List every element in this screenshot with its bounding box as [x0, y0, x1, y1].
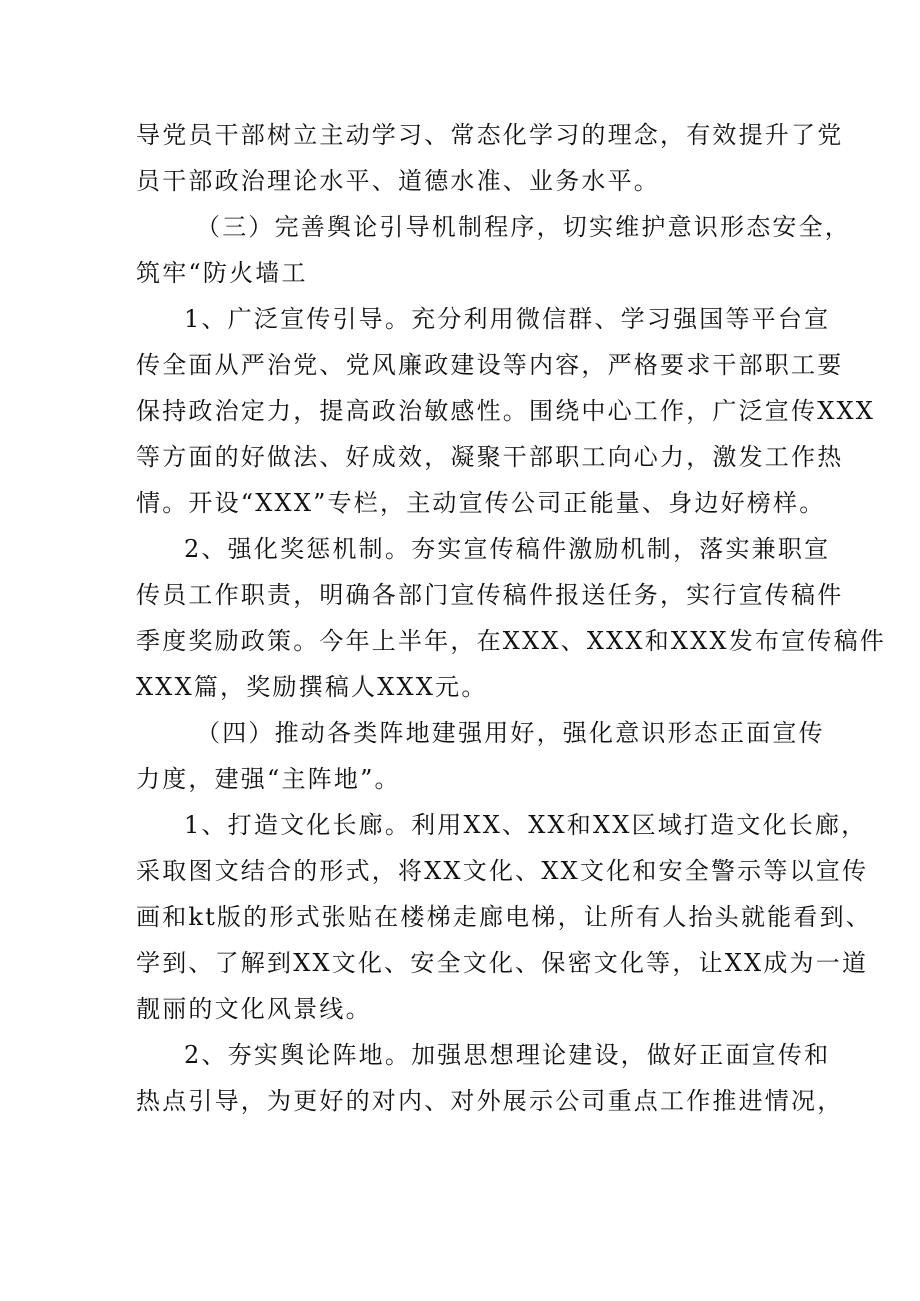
item-1b-first-line: 1、打造文化长廊。利用XX、XX和XX区域打造文化长廊，	[184, 811, 868, 839]
item-2b-line: 热点引导，为更好的对内、对外展示公司重点工作推进情况，	[136, 1087, 844, 1115]
item-2-line: XXX篇，奖励撰稿人XXX元。	[136, 673, 488, 701]
item-1-line: 情。开设“XXX”专栏，主动宣传公司正能量、身边好榜样。	[136, 489, 826, 517]
item-1b-line: 画和kt版的形式张贴在楼梯走廊电梯，让所有人抬头就能看到、	[136, 903, 872, 931]
item-2-line: 传员工作职责，明确各部门宣传稿件报送任务，实行宣传稿件	[136, 581, 844, 609]
section-heading-3-cont: 筑牢“防火墙工	[136, 259, 308, 287]
item-1-line: 保持政治定力，提高政治敏感性。围绕中心工作，广泛宣传XXX	[136, 397, 876, 425]
item-2-first-line: 2、强化奖惩机制。夯实宣传稿件激励机制，落实兼职宣	[184, 535, 831, 563]
item-2b-first-line: 2、夯实舆论阵地。加强思想理论建设，做好正面宣传和	[184, 1041, 831, 1069]
item-1b-line: 采取图文结合的形式，将XX文化、XX文化和安全警示等以宣传	[136, 857, 869, 885]
item-2-line: 季度奖励政策。今年上半年，在XXX、XXX和XXX发布宣传稿件	[136, 627, 886, 655]
item-1-first-line: 1、广泛宣传引导。充分利用微信群、学习强国等平台宣	[184, 305, 831, 333]
section-heading-4: （四）推动各类阵地建强用好，强化意识形态正面宣传	[196, 719, 825, 747]
item-1-line: 等方面的好做法、好成效，凝聚干部职工向心力，激发工作热	[136, 443, 844, 471]
item-1-line: 传全面从严治党、党风廉政建设等内容，严格要求干部职工要	[136, 351, 844, 379]
item-1b-line: 学到、了解到XX文化、安全文化、保密文化等，让XX成为一道	[136, 949, 869, 977]
section-heading-4-cont: 力度，建强“主阵地”。	[136, 765, 401, 793]
paragraph-continuation-line: 员干部政治理论水平、道德水准、业务水平。	[136, 167, 660, 195]
section-heading-3: （三）完善舆论引导机制程序，切实维护意识形态安全，	[196, 213, 851, 241]
paragraph-continuation-line: 导党员干部树立主动学习、常态化学习的理念，有效提升了党	[136, 121, 844, 149]
item-1b-line: 靓丽的文化风景线。	[136, 995, 372, 1023]
